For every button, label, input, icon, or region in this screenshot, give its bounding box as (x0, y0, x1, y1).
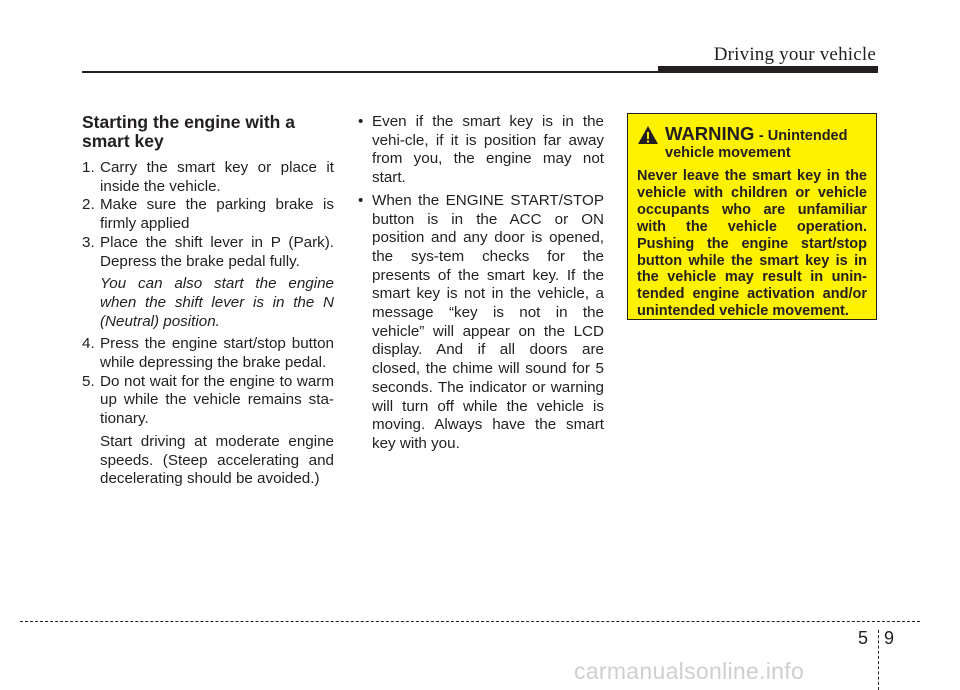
warning-label: WARNING (665, 123, 755, 144)
section-number: 5 (858, 628, 869, 648)
neutral-note: You can also start the engine when the shift lever is in the N (Neutral) position. (100, 275, 334, 330)
bullet-icon: • (358, 113, 364, 130)
bullet-text: When the ENGINE START/STOP button is in the ACC or ON position and any door is opened, the sys-tem checks for the presents of the smart key. If the smart key is not in the vehicle, a message “key is not in the vehicle” will appear on the LCD display. And if all doors are closed, the chime will sound for 5 seconds. The indicator or warning will turn off while the vehicle is moving. Always have the smart key with you. (372, 191, 604, 452)
section-heading: Starting the engine with a smart key (82, 112, 295, 151)
left-column (82, 113, 334, 489)
step-3 (82, 234, 334, 271)
middle-column (356, 113, 604, 458)
step-text: Do not wait for the engine to warm up while the vehicle remains sta-tionary. (100, 372, 334, 428)
header-rule-thick (658, 66, 878, 73)
step-number: 3. (82, 233, 95, 251)
step-2 (82, 196, 334, 233)
step-number: 2. (82, 196, 95, 214)
bullet-icon: • (358, 191, 364, 209)
header-title: Driving your vehicle (713, 44, 876, 65)
step-number: 4. (82, 335, 95, 353)
header-rule-thin (82, 71, 658, 73)
footer-dashed-divider (878, 630, 879, 690)
warning-triangle-icon (637, 125, 659, 145)
bullet-text: Even if the smart key is in the vehi-cle, if it is position far away from you, the engine may not start. (372, 113, 604, 187)
step-number: 1. (82, 159, 95, 176)
step-text: Make sure the parking brake is firmly applied (100, 196, 334, 233)
warning-subtitle-line2: vehicle movement (665, 145, 791, 161)
watermark: carmanualsonline.info (574, 658, 805, 684)
step-text: Carry the smart key or place it inside the vehicle. (100, 159, 334, 195)
driving-advice: Start driving at moderate engine speeds. (Steep accelerating and decelerating should be avoided.) (100, 432, 334, 488)
step-4 (82, 335, 334, 372)
bullet-item-2 (356, 192, 604, 454)
warning-body: Never leave the smart key in the vehicle with children or vehicle occupants who are unfamiliar with the vehicle operation. Pushing the engine start/stop button while the smart key is in the vehicle may result in unin-tended engine activation and/or unintended vehicle movement. (637, 168, 867, 320)
page-number: 9 (884, 628, 895, 648)
step-number: 5. (82, 372, 95, 390)
warning-box (627, 113, 877, 320)
warning-subtitle: - Unintended (758, 128, 848, 144)
step-5 (82, 373, 334, 429)
bullet-item-1 (356, 113, 604, 188)
warning-header (637, 123, 867, 145)
step-text: Press the engine start/stop button while depressing the brake pedal. (100, 335, 334, 372)
footer-dashed-rule (20, 621, 920, 622)
step-text: Place the shift lever in P (Park). Depress the brake pedal fully. (100, 233, 334, 270)
step-1 (82, 159, 334, 196)
